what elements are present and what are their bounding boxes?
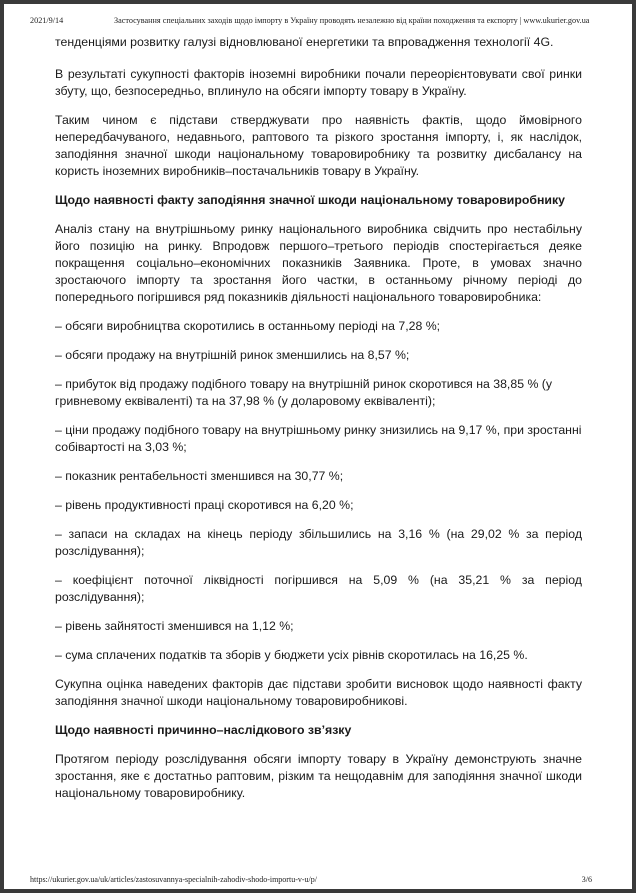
paragraph: Аналіз стану на внутрішньому ринку національного виробника свідчить про нестабільну його позицію на ринку. Впродовж першого–третього періодів спостерігається деяке покращення соціально–економічних показників Заявника. Проте, в умовах значно зростаючого імпорту та зростання його частки, в останньому річному періоді до попереднього погіршився ряд показників діяльності національного товаровиробника: — [55, 222, 582, 304]
page-number: 3/6 — [581, 875, 592, 884]
list-item: – рівень продуктивності праці скоротився на 6,20 %; — [55, 498, 354, 512]
paragraph: Сукупна оцінка наведених факторів дає підстави зробити висновок щодо наявності факту заподіяння значної шкоди національному товаровиробникові. — [55, 677, 582, 708]
section-heading-causality: Щодо наявності причинно–наслідкового зв’язку — [55, 723, 352, 737]
document-page — [4, 4, 632, 889]
list-item: – сума сплачених податків та зборів у бюджети усіх рівнів скоротилась на 16,25 %. — [55, 648, 528, 662]
print-date: 2021/9/14 — [30, 16, 64, 25]
print-url: https://ukurier.gov.ua/uk/articles/zastosuvannya-specialnih-zahodiv-shodo-importu-v-u/p/ — [30, 875, 317, 884]
paragraph: Протягом періоду розслідування обсяги імпорту товару в Україну демонструють значне зростання, яке є достатньо раптовим, різким та нещодавнім для заподіяння значної шкоди національному товаровиробнику. — [55, 752, 582, 800]
list-item: – показник рентабельності зменшився на 30,77 %; — [55, 469, 344, 483]
list-item: – ціни продажу подібного товару на внутрішньому ринку знизились на 9,17 %, при зростанні собівартості на 3,03 %; — [55, 423, 582, 454]
list-item: – обсяги виробництва скоротились в останньому періоді на 7,28 %; — [55, 319, 441, 333]
list-item: – прибуток від продажу подібного товару на внутрішній ринок скоротився на 38,85 % (у гривневому еквіваленті) та на 37,98 % (у доларовому еквіваленті); — [55, 377, 553, 408]
list-item: – рівень зайнятості зменшився на 1,12 %; — [55, 619, 294, 633]
paragraph: В результаті сукупності факторів іноземні виробники почали переорієнтовувати свої ринки збуту, що, безпосередньо, вплинуло на обсяги імпорту товару в Україну. — [55, 67, 582, 98]
section-heading-damage: Щодо наявності факту заподіяння значної шкоди національному товаровиробнику — [55, 193, 565, 207]
article-body — [55, 34, 582, 814]
list-item: – запаси на складах на кінець періоду збільшились на 3,16 % (на 29,02 % за період розслідування); — [55, 527, 582, 558]
paragraph-continued: тенденціями розвитку галузі відновлюваної енергетики та впровадження технології 4G. — [55, 35, 554, 49]
list-item: – обсяги продажу на внутрішній ринок зменшились на 8,57 %; — [55, 348, 410, 362]
print-title: Застосування спеціальних заходів щодо імпорту в Україну проводять незалежно від країни походження та експорту | www.ukurier.gov.ua — [114, 16, 590, 25]
paragraph: Таким чином є підстави стверджувати про наявність фактів, щодо ймовірного непередбачуваного, недавнього, раптового та різкого зростання імпорту, і, як наслідок, заподіяння значної шкоди національному товаровиробнику та розвитку дисбалансу на користь іноземних виробників–постачальників товару в Україну. — [55, 113, 582, 178]
list-item: – коефіцієнт поточної ліквідності погіршився на 5,09 % (на 35,21 % за період розслідування); — [55, 573, 582, 604]
